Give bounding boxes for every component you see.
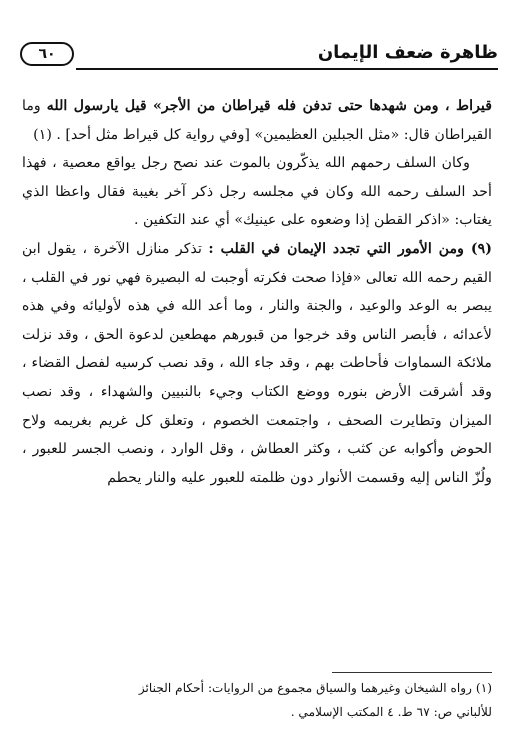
running-header	[20, 40, 498, 74]
hadith-quote-end: أحد] .	[56, 126, 92, 143]
footnote-ref: (١)	[33, 126, 52, 143]
footnote-rule	[332, 672, 492, 673]
hadith-quote: قيراط ، ومن شهدها حتى تدفن فله قيراطان من الأجر» قيل يارسول الله	[46, 98, 492, 114]
hadith-quote-cont: وما القيراطان قال: «مثل الجبلين العظيمين» [وفي رواية كل قيراط مثل	[22, 98, 492, 143]
paragraph-2: وكان السلف رحمهم الله يذكّرون بالموت عند نصح رجل يواقع معصية ، فهذا أحد السلف رحمه الله وكان في مجلسه رجل ذكر آخر بغيبة فقال واعظا الذي يغتاب: «اذكر القطن إذا وضعوه على عينيك» أي عند التكفين .	[22, 155, 492, 229]
paragraph-1	[22, 92, 492, 149]
section-text: تذكر منازل الآخرة ، يقول ابن القيم رحمه الله تعالى «فإذا صحت فكرته أوجبت له البصيرة فهي نور في القلب ، يبصر به الوعد والوعيد ، والجنة والنار ، وما أعد الله في هذه لأوليائه وفي هذه لأعدائه ، فأبصر الناس وقد خرجوا من قبورهم مهطعين لدعوة الحق ، وقد نزلت ملائكة السماوات فأحاطت بهم ، وقد جاء الله ، وقد نصب كرسيه لفصل القضاء ، وقد أشرقت الأرض بنوره ووضع الكتاب وجيء بالنبيين والشهداء ، وقد نصب الميزان وتطايرت الصحف ، واجتمعت الخصوم ، وتعلق كل غريم بغريمه ولاح الحوض وأكوابه عن كثب ، وكثر العطاش ، وقل الوارد ، ونصب الجسر للعبور ، ولُزّ الناس إليه وقسمت الأنوار دون ظلمته للعبور عليه والنار يحطم	[22, 240, 492, 486]
paragraph-3	[22, 235, 492, 492]
section-heading: (٩) ومن الأمور التي تجدد الإيمان في القلب :	[208, 240, 492, 257]
footnote-line-2: للألباني ص: ٦٧ ط. ٤ المكتب الإسلامي .	[290, 705, 492, 719]
footnote	[22, 676, 492, 724]
page-number: ٦٠	[20, 42, 74, 66]
header-title: ظاهرة ضعف الإيمان	[317, 42, 498, 63]
footnote-line-1: (١) رواه الشيخان وغيرهما والسياق مجموع من الروايات: أحكام الجنائز	[138, 681, 492, 695]
header-rule	[76, 68, 498, 70]
body-text	[22, 92, 492, 492]
